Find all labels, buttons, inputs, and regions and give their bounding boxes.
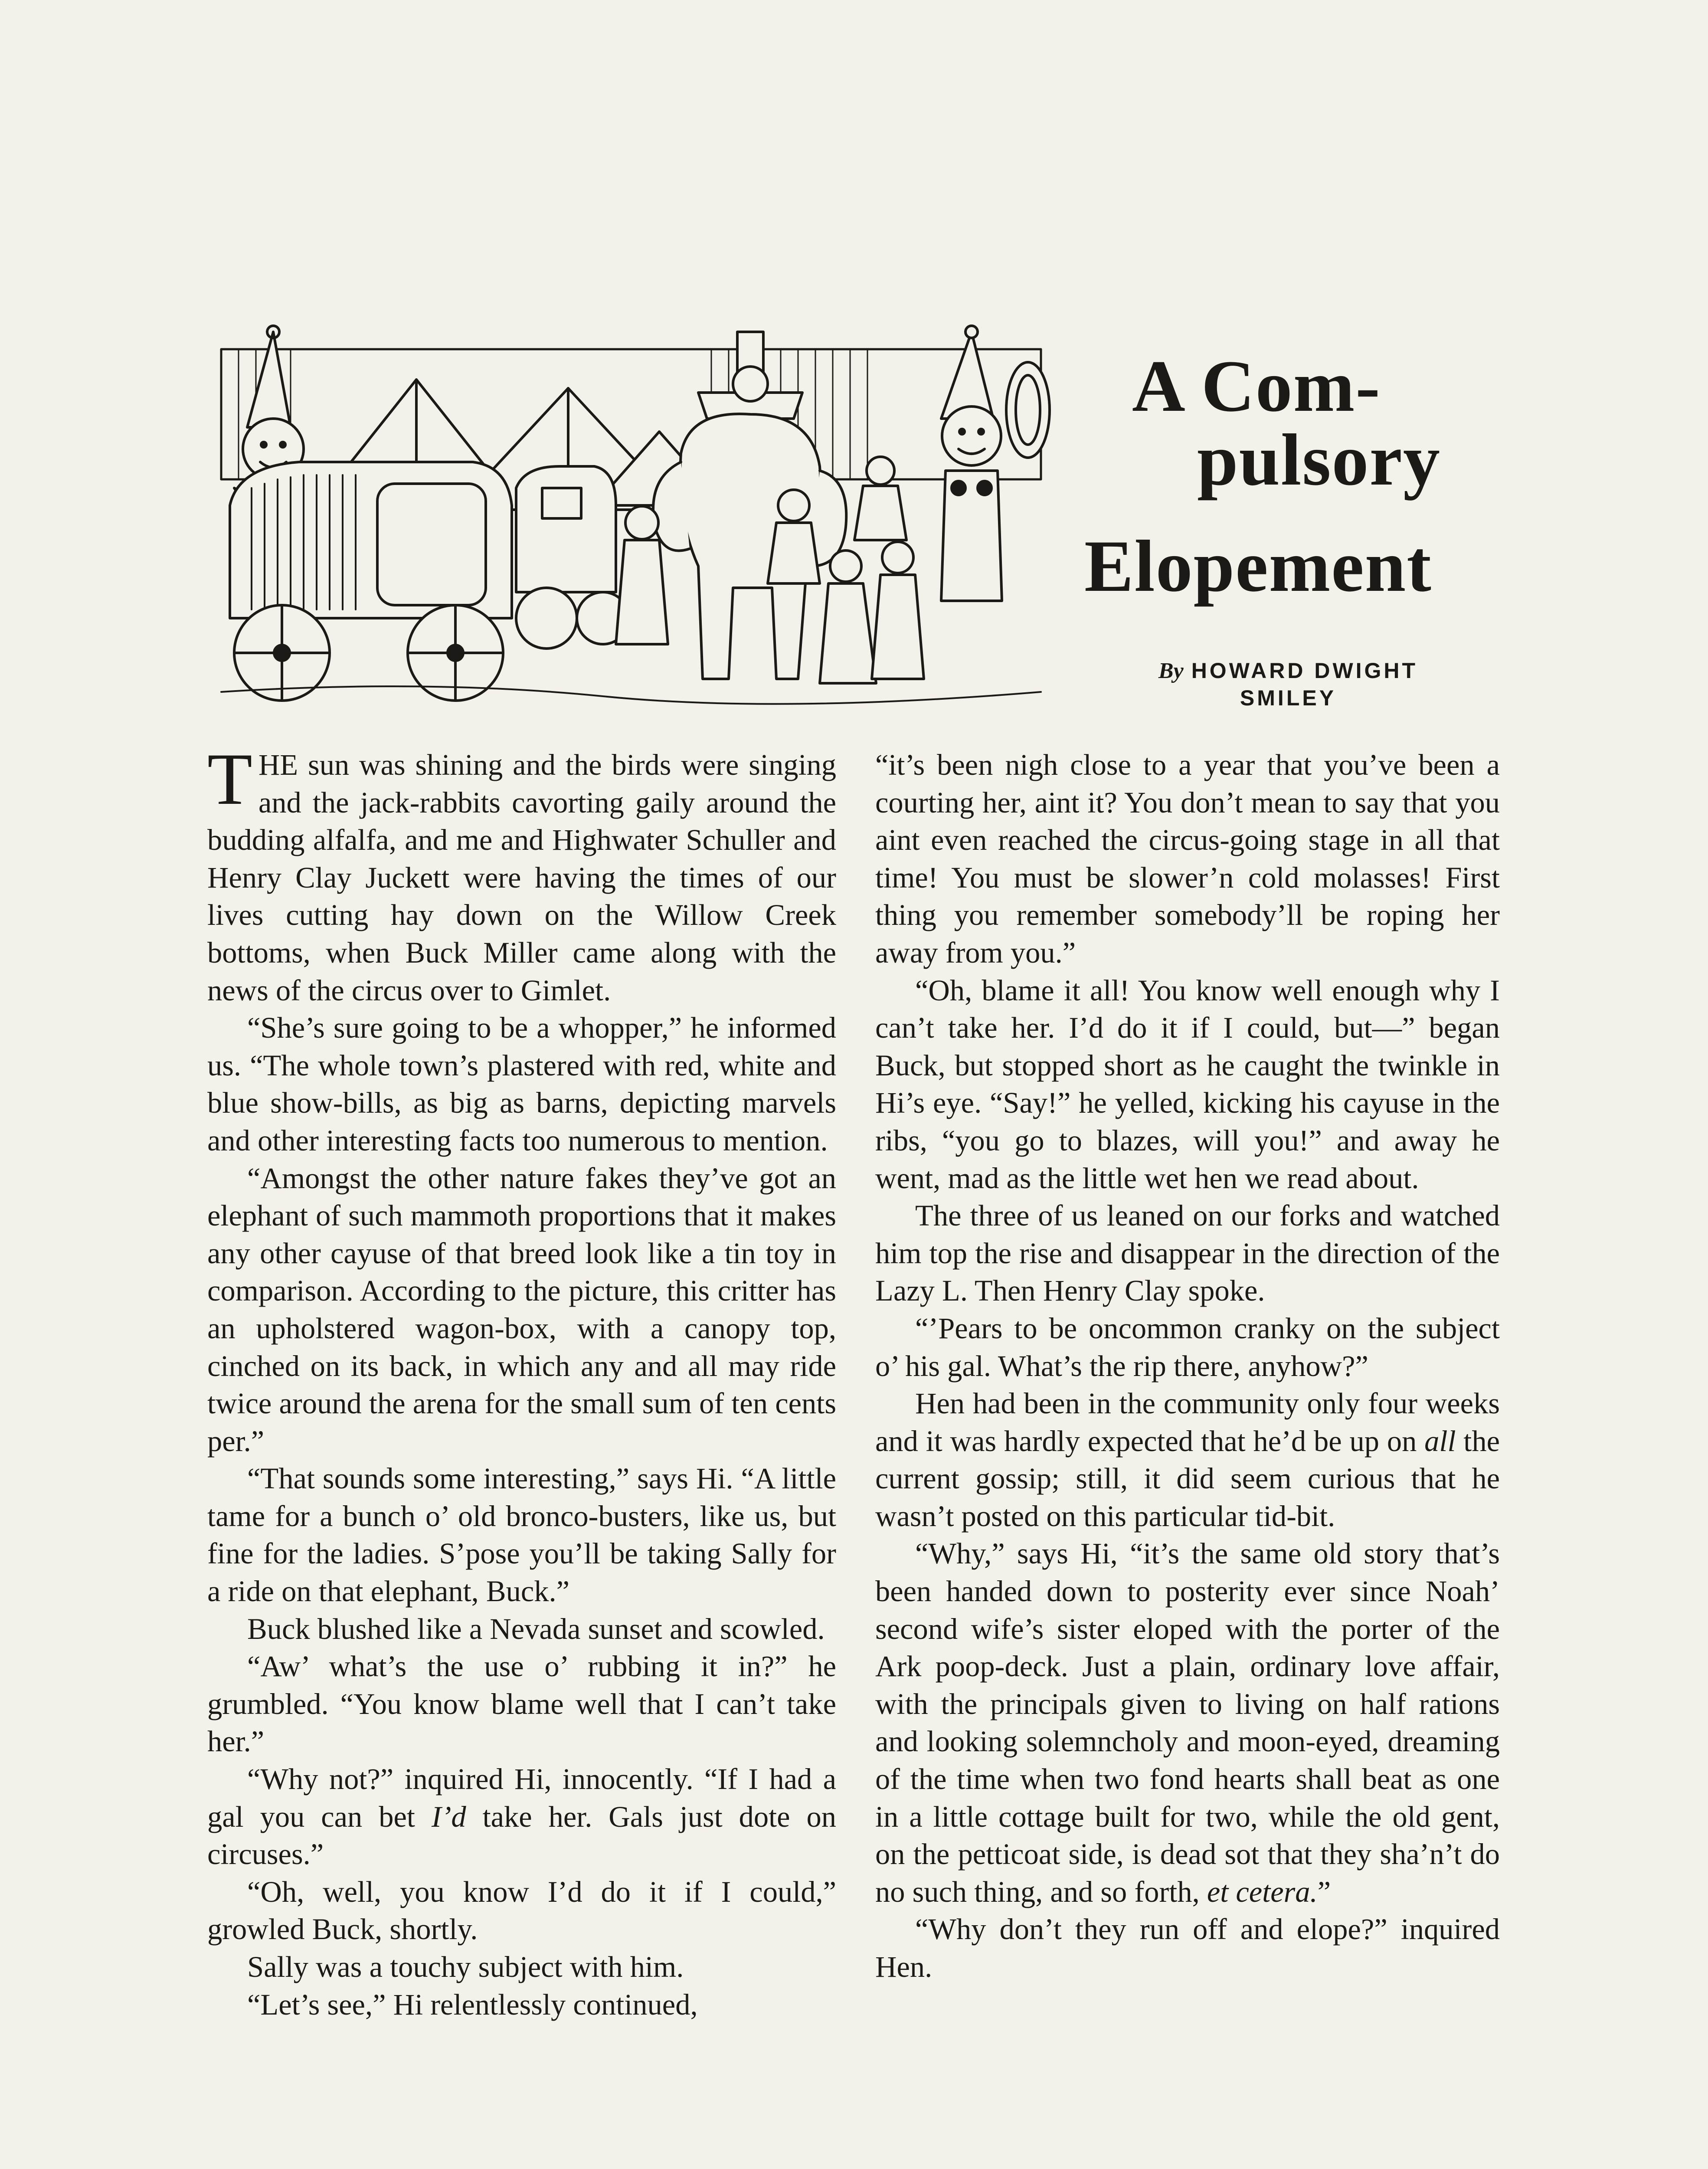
clown-right-drawing (941, 326, 1050, 601)
paragraph-text: ” (1317, 1875, 1331, 1908)
byline-line-1 (1063, 657, 1514, 685)
ground-line (221, 686, 1041, 704)
paragraph: “Let’s see,” Hi relentlessly continued, (247, 1988, 698, 2021)
article-title (1071, 330, 1505, 677)
paragraph-text: “Why,” says Hi, “it’s the same old story that’s been handed down to posterity ever since Noah’ second wife’s sister eloped with the porter of the Ark poop-deck. Just a plain, ordinary love affair, with the principals given to living on half rations and looking solemncholy and moon-eyed, dreaming of the time when two fond hearts shall beat as one in a little cottage built for two, while the old gent, on the petticoat side, is dead sot that they sha’n’t do no such thing, and so forth, (875, 1537, 1500, 1908)
paragraph: Buck blushed like a Nevada sunset and scowled. (247, 1612, 825, 1645)
elephant-drawing (653, 332, 846, 679)
paragraph: “That sounds some interesting,” says Hi. “A little tame for a bunch o’ old bronco-busters, like us, but fine for the ladies. S’pose you’ll be taking Sally for a ride on that elephant, Buck.” (207, 1462, 836, 1608)
byline-prefix: By (1158, 659, 1184, 683)
emphasis-text: all (1424, 1424, 1456, 1458)
title-line-1: A Com- (1132, 345, 1381, 427)
paragraph: The three of us leaned on our forks and watched him top the rise and disappear in the direction of the Lazy L. Then Henry Clay spoke. (875, 1199, 1500, 1307)
byline (1063, 657, 1514, 722)
paragraph (207, 738, 836, 1009)
author-name-line-1: HOWARD DWIGHT (1191, 659, 1418, 683)
paragraph (875, 1385, 1500, 1535)
paragraph: “Aw’ what’s the use o’ rubbing it in?” he grumbled. “You know blame well that I can’t take her.” (207, 1650, 836, 1758)
paragraph (875, 1535, 1500, 1910)
title-line-2: pulsory (1197, 419, 1441, 501)
title-line-3: Elopement (1084, 525, 1432, 607)
paragraph-text: take her. Gals just dote on circuses.” (207, 1800, 836, 1871)
paragraph-text: Hen had been in the community only four weeks and it was hardly expected that he’d be up on (875, 1387, 1500, 1458)
paragraph: “She’s sure going to be a whopper,” he informed us. “The whole town’s plastered with red, white and blue show-bills, as big as barns, depicting marvels and other interesting facts too numerous to mention. (207, 1011, 836, 1157)
left-column (207, 738, 836, 2023)
paragraph-text: the current gossip; still, it did seem curious that he wasn’t posted on this particular tid-bit. (875, 1424, 1500, 1533)
author-name-line-2: SMILEY (1240, 686, 1337, 710)
drop-cap: T (207, 738, 252, 820)
paragraph-text: “Why not?” inquired Hi, innocently. “If I had a gal you can bet (207, 1763, 836, 1833)
paragraph (207, 1760, 836, 1873)
circus-wagon-drawing (230, 462, 629, 701)
emphasis-text: I’d (431, 1800, 466, 1833)
paragraph: “it’s been nigh close to a year that you’ve been a courting her, aint it? You don’t mean to say that you aint even reached the circus-going stage in all that time! You must be slower’n cold molasses! First thing you remember somebody’ll be roping her away from you.” (875, 748, 1500, 969)
paragraph: “Oh, blame it all! You know well enough why I can’t take her. I’d do it if I could, but—” began Buck, but stopped short as he caught the twinkle in Hi’s eye. “Say!” he yelled, kicking his cayuse in the ribs, “you go to blazes, will you!” and away he went, mad as the little wet hen we read about. (875, 973, 1500, 1195)
paragraph: “Why don’t they run off and elope?” inquired Hen. (875, 1913, 1500, 1983)
paragraph-text: HE sun was shining and the birds were singing and the jack-rabbits cavorting gaily around the budding alfalfa, and me and Highwater Schuller and Henry Clay Juckett were having the times of our lives cutting hay down on the Willow Creek bottoms, when Buck Miller came along with the news of the circus over to Gimlet. (207, 748, 836, 1007)
circus-scene-illustration (213, 323, 1063, 705)
paragraph: “Amongst the other nature fakes they’ve got an elephant of such mammoth proportions that it makes any other cayuse of that breed look like a tin toy in comparison. According to the picture, this critter has an upholstered wagon-box, with a canopy top, cinched on its back, in which any and all may ride twice around the arena for the small sum of ten cents per.” (207, 1161, 836, 1458)
right-column (875, 746, 1500, 1986)
paragraph: “Oh, well, you know I’d do it if I could,” growled Buck, shortly. (207, 1875, 836, 1946)
paragraph: “’Pears to be oncommon cranky on the subject o’ his gal. What’s the rip there, anyhow?” (875, 1311, 1500, 1383)
paragraph: Sally was a touchy subject with him. (247, 1950, 684, 1983)
emphasis-text: et cetera. (1207, 1875, 1318, 1908)
